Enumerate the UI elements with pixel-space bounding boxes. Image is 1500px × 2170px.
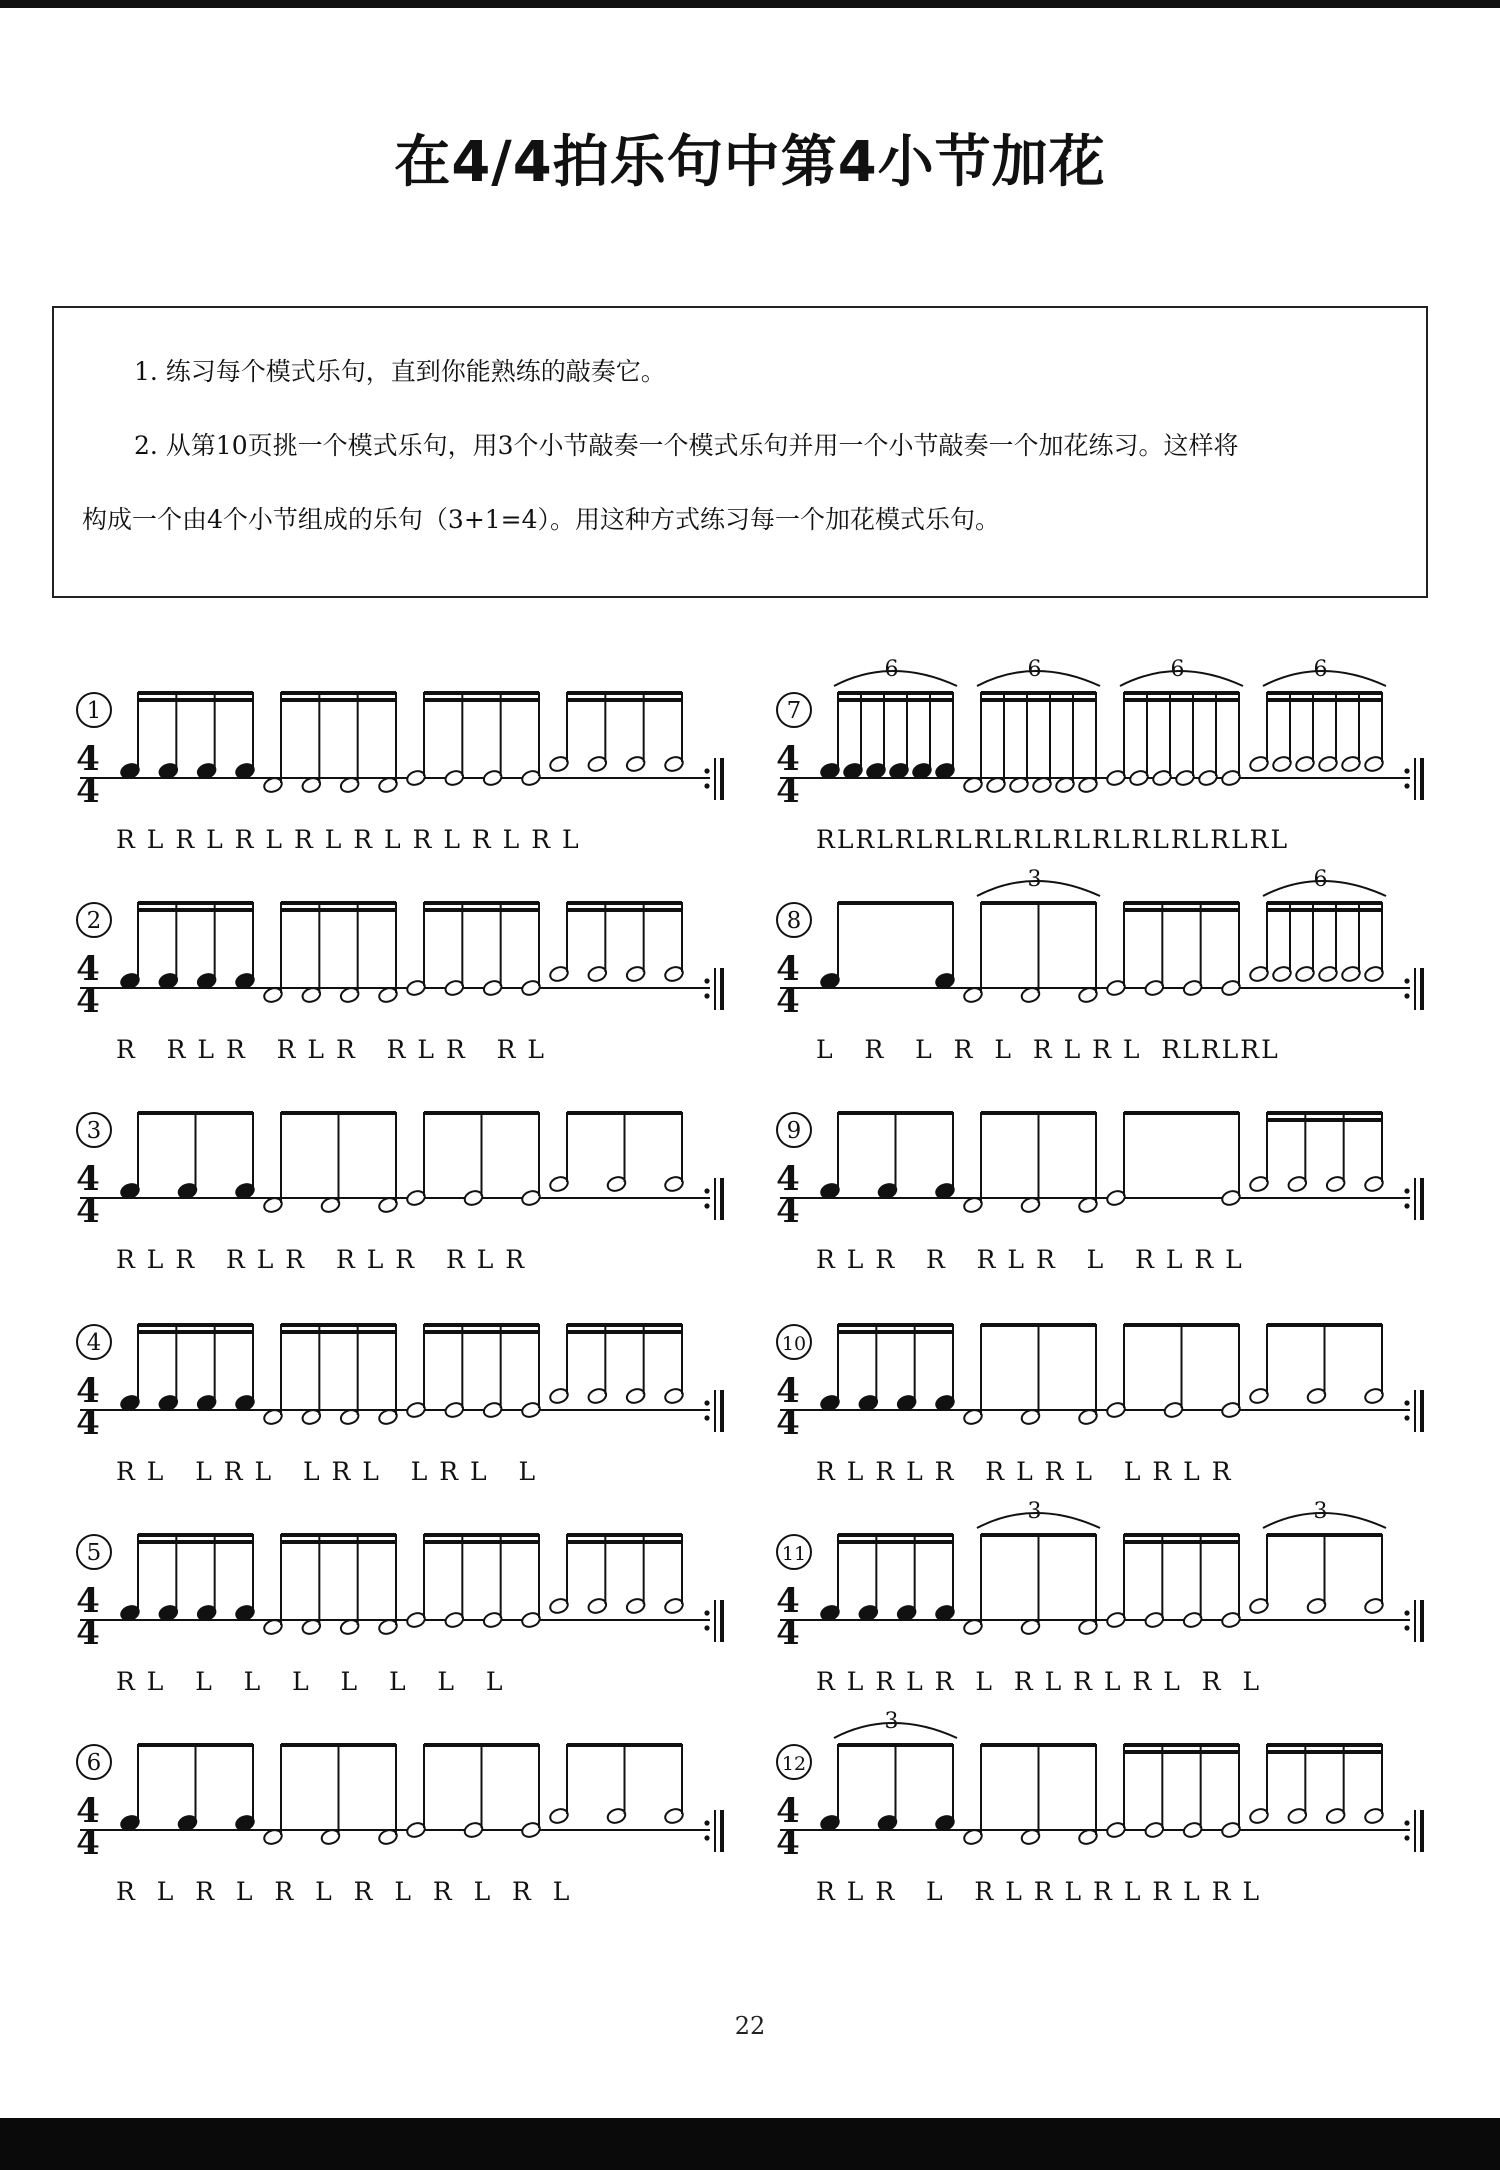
note-group [548,1324,684,1405]
svg-text:6: 6 [1313,657,1328,682]
exercise-4 [60,1302,740,1512]
svg-text:3: 3 [1027,867,1042,892]
time-signature-top: 4 [76,1791,100,1831]
note-group [1105,1744,1241,1839]
time-signature-top: 4 [776,949,800,989]
svg-text:7: 7 [786,698,802,724]
exercise-number [777,1325,811,1359]
svg-text:1: 1 [86,698,102,724]
exercise-number [77,903,111,937]
time-signature-bottom: 4 [776,1191,800,1231]
instruction-line-2: 2. 从第10页挑一个模式乐句，用3个小节敲奏一个模式乐句并用一个小节敲奏一个加花练习。这样将 [134,431,1239,460]
note-group [405,692,541,787]
note-group [405,1534,541,1629]
svg-text:4: 4 [86,1330,102,1356]
sticking-pattern: RLRLRLRLRLRLRLRLRLRLRLRL [816,825,1290,854]
note-group [119,692,255,780]
svg-text:6: 6 [1313,867,1328,892]
time-signature-top: 4 [776,1791,800,1831]
bottom-border [0,2118,1500,2170]
top-border [0,0,1500,8]
note-group [405,1744,541,1839]
time-signature-bottom: 4 [76,771,100,811]
time-signature-top: 4 [76,1581,100,1621]
time-signature-bottom: 4 [776,1613,800,1653]
note-group [1105,1324,1241,1419]
exercise-10 [760,1302,1440,1512]
note-group [119,1112,255,1200]
exercise-number [77,1745,111,1779]
sticking-pattern: R L R L R L R L R L R L [116,1877,572,1906]
svg-text:6: 6 [86,1750,102,1776]
exercise-1 [60,670,740,880]
time-signature-bottom: 4 [76,1403,100,1443]
note-group [1248,692,1384,773]
note-group [405,902,541,997]
svg-text:5: 5 [86,1540,102,1566]
sticking-pattern: R L R L R R L R L L R L R [816,1457,1233,1486]
sticking-pattern: R L R L R L R L R L R L R L R L [116,825,581,854]
time-signature-top: 4 [776,1371,800,1411]
sticking-pattern: R R L R R L R R L R R L [116,1035,546,1064]
sticking-pattern: R L R L R L R L R L R L R L [816,1877,1262,1906]
exercise-number [777,1745,811,1779]
exercise-number [777,1535,811,1569]
exercise-number [77,693,111,727]
note-group [819,1112,955,1200]
tuplet-mark [834,657,957,686]
exercise-9 [760,1090,1440,1300]
tuplet-mark [977,657,1100,686]
instruction-line-3: 构成一个由4个小节组成的乐句（3+1=4）。用这种方式练习每一个加花模式乐句。 [82,505,1001,534]
note-group [1248,1324,1384,1405]
note-group [119,902,255,990]
exercise-7 [760,657,1440,880]
page-number: 22 [734,2012,766,2040]
time-signature-bottom: 4 [76,981,100,1021]
note-group [1248,1534,1384,1615]
svg-text:6: 6 [1170,657,1185,682]
time-signature-bottom: 4 [76,1613,100,1653]
note-group [405,1324,541,1419]
exercise-number [77,1113,111,1147]
exercise-number [777,693,811,727]
tuplet-mark [1120,657,1243,686]
note-group [548,1112,684,1193]
note-group [548,902,684,983]
svg-text:9: 9 [786,1118,802,1144]
exercise-6 [60,1722,740,1932]
time-signature-top: 4 [76,1371,100,1411]
time-signature-bottom: 4 [76,1191,100,1231]
time-signature-bottom: 4 [776,981,800,1021]
exercise-number [77,1325,111,1359]
note-group [119,1324,255,1412]
note-group [1248,902,1384,983]
note-group [819,692,955,780]
note-group [819,902,955,990]
exercise-number [777,903,811,937]
svg-text:3: 3 [1027,1499,1042,1524]
note-group [119,1744,255,1832]
time-signature-top: 4 [776,739,800,779]
time-signature-top: 4 [776,1159,800,1199]
exercise-3 [60,1090,740,1300]
exercise-2 [60,880,740,1090]
svg-text:10: 10 [781,1333,807,1355]
time-signature-top: 4 [76,949,100,989]
time-signature-bottom: 4 [776,771,800,811]
note-group [819,1534,955,1622]
exercise-number [777,1113,811,1147]
instructions-box [52,306,1428,598]
note-group [1105,692,1241,787]
exercise-11 [760,1499,1440,1722]
time-signature-bottom: 4 [76,1823,100,1863]
sticking-pattern: R L R L R L R L R L R L R L [816,1667,1262,1696]
time-signature-top: 4 [776,1581,800,1621]
svg-text:3: 3 [884,1709,899,1734]
sticking-pattern: R L R R L R R L R R L R [116,1245,527,1274]
svg-text:6: 6 [1027,657,1042,682]
tuplet-mark [1263,657,1386,686]
note-group [548,1744,684,1825]
time-signature-top: 4 [76,1159,100,1199]
svg-text:3: 3 [1313,1499,1328,1524]
note-group [1105,1112,1241,1207]
note-group [819,1324,955,1412]
sticking-pattern: R L R R R L R L R L R L [816,1245,1244,1274]
sticking-pattern: R L L R L L R L L R L L [116,1457,538,1486]
svg-text:12: 12 [781,1753,807,1775]
svg-text:2: 2 [86,908,102,934]
sticking-pattern: L R L R L R L R L RLRLRL [816,1035,1280,1064]
time-signature-top: 4 [76,739,100,779]
note-group [119,1534,255,1622]
sticking-pattern: R L L L L L L L L [116,1667,505,1696]
exercise-5 [60,1512,740,1722]
svg-text:3: 3 [86,1118,102,1144]
note-group [405,1112,541,1207]
page-title: 在4/4拍乐句中第4小节加花 [394,130,1106,195]
note-group [819,1744,955,1832]
note-group [548,692,684,773]
exercise-number [77,1535,111,1569]
note-group [548,1534,684,1615]
instruction-line-1: 1. 练习每个模式乐句，直到你能熟练的敲奏它。 [134,357,666,386]
time-signature-bottom: 4 [776,1823,800,1863]
svg-text:11: 11 [781,1543,807,1565]
note-group [1248,1112,1384,1193]
note-group [1248,1744,1384,1825]
exercise-12 [760,1709,1440,1932]
time-signature-bottom: 4 [776,1403,800,1443]
note-group [1105,902,1241,997]
exercise-8 [760,867,1440,1090]
svg-text:6: 6 [884,657,899,682]
svg-text:8: 8 [786,908,802,934]
note-group [1105,1534,1241,1629]
